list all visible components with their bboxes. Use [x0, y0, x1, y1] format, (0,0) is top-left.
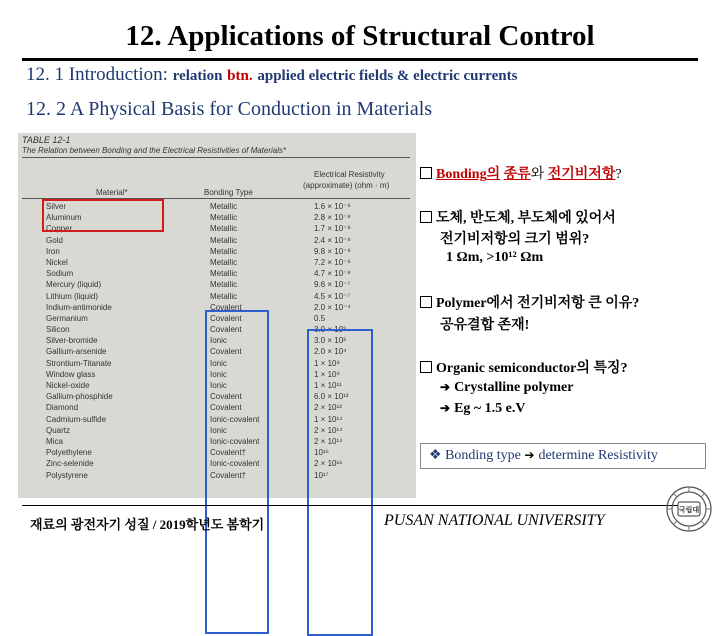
table-cell-material: Silver [46, 202, 67, 211]
table-cell-material: Cadmium-sulfide [46, 414, 107, 424]
title-rule [22, 58, 698, 61]
table-cell-resistivity: 2 × 10¹⁴ [314, 436, 343, 446]
university-logo-icon [664, 484, 714, 534]
table-row [18, 235, 416, 246]
footer-rule [22, 505, 698, 506]
logo-text: 국립대 [678, 506, 700, 514]
summary-post: determine Resistivity [538, 448, 658, 463]
table-cell-material: Nickel-oxide [46, 381, 90, 390]
table-cell-material: Sodium [46, 269, 74, 279]
table-cell-bonding: Ionic-covalent [210, 459, 260, 469]
table-cell-material: Mercury (liquid) [46, 280, 102, 290]
point-1-u1: 종류 [503, 167, 531, 182]
table-cell-material: Indium-antimonide [46, 302, 112, 312]
table-cell-resistivity: 10¹⁷ [314, 470, 329, 480]
table-cell-resistivity: 1.7 × 10⁻⁸ [314, 224, 351, 234]
table-cell-bonding: Covalent [210, 347, 242, 357]
point-1-u2: 전기비저항 [547, 167, 616, 182]
table-cell-resistivity: 2 × 10¹⁶ [314, 459, 343, 469]
table-cell-bonding: Covalent [210, 313, 242, 323]
table-cell-resistivity: 2 × 10¹⁴ [314, 425, 343, 435]
section-1-pre: relation [172, 68, 223, 84]
point-4-line-3-text: Eg ~ 1.5 e.V [454, 401, 526, 416]
checkbox-bullet-icon [420, 296, 432, 308]
table-cell-material: Silver-bromide [46, 336, 98, 346]
point-3 [420, 292, 639, 312]
arrow-right-icon: ➔ [440, 401, 451, 415]
table-cell-resistivity: 4.7 × 10⁻⁸ [314, 269, 351, 279]
arrow-right-icon: ➔ [524, 448, 535, 462]
table-cell-resistivity: 2.0 × 10⁴ [314, 347, 347, 357]
table-cell-resistivity: 2.8 × 10⁻⁸ [314, 213, 351, 223]
table-header-resistivity-1: Electrical Resistivity [314, 170, 385, 179]
table-header-material: Material* [96, 188, 128, 197]
table-cell-material: Lithium (liquid) [46, 291, 99, 301]
table-header-resistivity-2: (approximate) (ohm · m) [303, 181, 390, 190]
table-cell-bonding: Covalent† [210, 448, 247, 458]
table-cell-bonding: Ionic-covalent [210, 414, 260, 424]
table-cell-material: Gallium-phosphide [46, 392, 113, 402]
point-1-mid: 의 [486, 167, 501, 182]
resistivity-table-image [18, 133, 416, 498]
point-3-rest: 에서 전기비저항 큰 이유? [486, 296, 640, 311]
table-cell-resistivity: 1 × 10⁹ [314, 369, 340, 379]
table-cell-resistivity: 4.5 × 10⁻⁷ [314, 291, 351, 301]
point-4-line-2 [440, 380, 573, 396]
slide-title: 12. Applications of Structural Control [125, 20, 595, 52]
section-1-post: applied electric fields & electric currents [257, 68, 518, 84]
table-cell-resistivity: 3.0 × 10³ [314, 336, 346, 346]
point-3-line-2: 공유결합 존재! [440, 318, 530, 333]
table-cell-material: Aluminum [46, 213, 82, 223]
table-cell-bonding: Covalent [210, 302, 242, 312]
table-cell-material: Silicon [46, 325, 70, 335]
table-cell-resistivity: 2.4 × 10⁻⁸ [314, 235, 351, 245]
table-row [18, 257, 416, 268]
table-cell-resistivity: 1 × 10¹¹ [314, 381, 342, 390]
table-row [18, 291, 416, 302]
checkbox-bullet-icon [420, 361, 432, 373]
footer-university: PUSAN NATIONAL UNIVERSITY [384, 512, 605, 529]
table-cell-bonding: Covalent [210, 403, 242, 413]
table-cell-bonding: Ionic [210, 425, 227, 435]
table-cell-material: Diamond [46, 403, 79, 413]
diamond-bullet-icon: ❖ [429, 448, 442, 463]
point-2-line-2: 전기비저항의 크기 범위? [440, 232, 590, 247]
table-caption-text: The Relation between Bonding and the Electrical Resistivities of Materials* [22, 146, 287, 155]
table-cell-bonding: Covalent† [210, 470, 247, 480]
point-1-end: ? [615, 167, 622, 182]
checkbox-bullet-icon [420, 211, 432, 223]
footer-course: 재료의 광전자기 성질 / 2019학년도 봄학기 [30, 517, 265, 532]
table-cell-resistivity: 9.8 × 10⁻⁸ [314, 246, 351, 256]
table-cell-bonding: Covalent [210, 325, 242, 335]
bonding-highlight-box [205, 310, 269, 634]
table-cell-bonding: Metallic [210, 291, 238, 301]
table-cell-resistivity: 1.6 × 10⁻⁸ [314, 202, 351, 211]
table-cell-material: Nickel [46, 257, 68, 267]
table-cell-material: Polyethylene [46, 448, 92, 458]
resistivity-highlight-box [307, 329, 373, 636]
table-cell-bonding: Metallic [210, 269, 238, 279]
point-2-line-3: 1 Ωm, >10¹² Ωm [446, 250, 544, 265]
table-cell-bonding: Ionic [210, 381, 227, 390]
table-cell-bonding: Metallic [210, 235, 238, 245]
point-2-line-1: 도체, 반도체, 부도체에 있어서 [436, 211, 616, 226]
table-cell-material: Window glass [46, 369, 96, 379]
table-cell-material: Gallium-arsenide [46, 347, 107, 357]
table-cell-bonding: Metallic [210, 257, 238, 267]
checkbox-bullet-icon [420, 167, 432, 179]
table-cell-resistivity: 1 × 10¹⁴ [314, 414, 343, 424]
table-cell-material: Quartz [46, 425, 71, 435]
point-4-line-3 [440, 401, 526, 417]
table-header-bonding: Bonding Type [204, 188, 253, 197]
table-cell-bonding: Metallic [210, 202, 238, 211]
table-cell-bonding: Covalent [210, 392, 242, 402]
table-cell-bonding: Ionic [210, 369, 227, 379]
point-1 [420, 163, 622, 183]
table-cell-material: Germanium [46, 313, 88, 323]
table-cell-bonding: Metallic [210, 224, 238, 234]
table-cell-material: Iron [46, 246, 60, 256]
summary-pre: Bonding type [445, 448, 521, 463]
point-4 [420, 357, 627, 377]
table-cell-resistivity: 7.2 × 10⁻⁸ [314, 257, 351, 267]
table-row [18, 279, 416, 290]
table-row [18, 246, 416, 257]
point-3-bold: Polymer [436, 296, 487, 311]
material-highlight-box [42, 199, 164, 232]
table-cell-material: Polystyrene [46, 470, 88, 480]
point-1-mid2: 와 [530, 167, 545, 182]
table-cell-bonding: Ionic [210, 358, 227, 368]
point-2 [420, 207, 616, 227]
table-caption-number: TABLE 12-1 [22, 135, 71, 145]
section-2-heading: 12. 2 A Physical Basis for Conduction in Materials [26, 98, 433, 120]
table-cell-material: Copper [46, 224, 73, 234]
section-1-heading [26, 64, 517, 86]
table-cell-bonding: Metallic [210, 280, 238, 290]
table-cell-bonding: Ionic-covalent [210, 436, 260, 446]
table-cell-resistivity: 1 × 10⁸ [314, 358, 340, 368]
table-cell-resistivity: 10¹⁶ [314, 448, 329, 458]
table-cell-resistivity: 0.5 [314, 313, 326, 323]
point-4-bold: Organic semiconductor [436, 361, 577, 376]
section-1-number: 12. 1 Introduction: [26, 64, 168, 85]
summary-line [429, 447, 658, 464]
summary-box [420, 443, 706, 469]
table-cell-material: Mica [46, 436, 63, 446]
table-rule-top [22, 157, 410, 158]
table-cell-resistivity: 9.6 × 10⁻⁷ [314, 280, 351, 290]
point-1-bold: Bonding [436, 167, 487, 182]
arrow-right-icon: ➔ [440, 380, 451, 394]
table-cell-bonding: Ionic [210, 336, 227, 346]
point-4-rest: 의 특징? [576, 361, 628, 376]
table-cell-material: Zinc-selenide [46, 459, 94, 469]
table-cell-resistivity: 2.0 × 10⁻⁴ [314, 302, 351, 312]
table-cell-material: Gold [46, 235, 63, 245]
point-4-line-2-text: Crystalline polymer [454, 380, 574, 395]
section-1-highlight: btn. [227, 68, 253, 84]
table-cell-bonding: Metallic [210, 246, 238, 256]
table-cell-resistivity: 3.0 × 10³ [314, 325, 346, 335]
table-cell-resistivity: 2 × 10¹³ [314, 403, 342, 413]
table-row [18, 268, 416, 279]
table-cell-material: Strontium-Titanate [46, 358, 112, 368]
table-cell-resistivity: 6.0 × 10¹³ [314, 392, 349, 402]
table-cell-bonding: Metallic [210, 213, 238, 223]
